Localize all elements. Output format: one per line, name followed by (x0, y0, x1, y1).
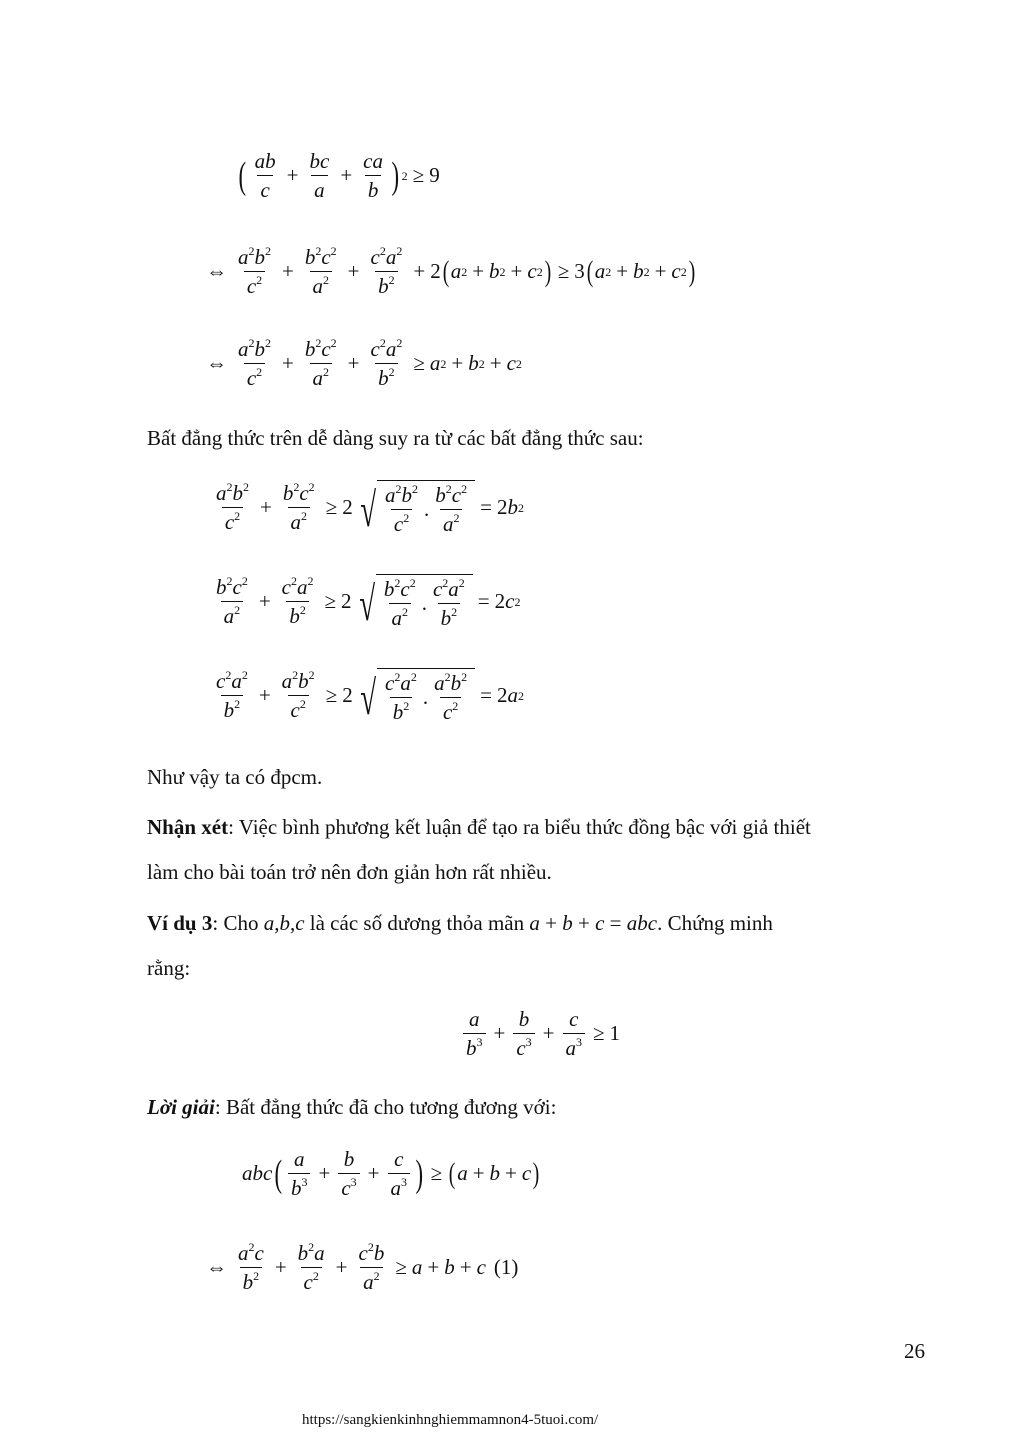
equation-target: $\frac{a}{b^3}$ + $\frac{b}{c^3}$ + $\frac{c}{a^3}$ ≥ 1 (460, 1008, 620, 1059)
equation-reduced: ⇔ $\frac{a^2b^2}{c^2}$ + $\frac{b^2c^2}{a^2}$ + $\frac{c^2a^2}{b^2}$ ≥ a 2 + b 2 + c 2 (206, 336, 522, 391)
example-text-3: . Chứng minh (657, 911, 773, 935)
equation-amgm-1: $\frac{a^2b^2}{c^2}$ + $\frac{b^2c^2}{a^2}$ ≥ 2 √ $\frac{a^2b^2}{c^2}$ . $\frac{b^2c^2}{a^2}$ = 2 b 2 (216, 480, 524, 538)
paragraph-intro: Bất đẳng thức trên dễ dàng suy ra từ các bất đẳng thức sau: (147, 426, 644, 450)
solution-label: Lời giải (147, 1095, 215, 1119)
equation-solution-2: ⇔ $\frac{a^2c}{b^2}$ + $\frac{b^2a}{c^2}$ + $\frac{c^2b}{a^2}$ ≥ a + b + c (1) (206, 1240, 519, 1295)
page-number: 26 (904, 1339, 925, 1363)
equation-amgm-3: $\frac{c^2a^2}{b^2}$ + $\frac{a^2b^2}{c^2}$ ≥ 2 √ $\frac{c^2a^2}{b^2}$ . $\frac{a^2b^2}{c^2}$ = 2 a 2 (216, 668, 524, 726)
equation-square-sum: ( $\frac{ab}{c}$ + $\frac{bc}{a}$ + $\frac{ca}{b}$ ) 2 ≥ 9 (238, 149, 440, 203)
paragraph-conclusion: Như vậy ta có đpcm. (147, 765, 323, 789)
equation-expanded: ⇔ $\frac{a^2b^2}{c^2}$ + $\frac{b^2c^2}{a^2}$ + $\frac{c^2a^2}{b^2}$ + 2 ( a 2 + b 2 + c 2 ) ≥ 3 ( a 2 + b 2 + c 2 ) (206, 244, 695, 299)
paragraph-solution (147, 1092, 556, 1124)
solution-text: : Bất đẳng thức đã cho tương đương với: (214, 1095, 557, 1119)
equation-solution-1: abc ( $\frac{a}{b^3}$ + $\frac{b}{c^3}$ + $\frac{c}{a^3}$ ) ≥ ( a + b + c ) (242, 1147, 540, 1201)
remark-label: Nhận xét (147, 815, 229, 839)
remark-text-1: : Việc bình phương kết luận để tạo ra biểu thức đồng bậc với giả thiết (228, 815, 811, 839)
paragraph-example-cont: rằng: (147, 956, 191, 980)
example-text-1: : Cho (212, 911, 264, 935)
paragraph-example: Ví dụ 3: Cho a,b,c là các số dương thỏa mãn a + b + c = abc. Chứng minh (147, 911, 773, 935)
footer-url[interactable]: https://sangkienkinhnghiemmamnon4-5tuoi.com/ (302, 1412, 599, 1428)
paragraph-remark-cont: làm cho bài toán trở nên đơn giản hơn rất nhiều. (147, 860, 552, 884)
paragraph-remark (147, 812, 947, 844)
equation-amgm-2: $\frac{b^2c^2}{a^2}$ + $\frac{c^2a^2}{b^2}$ ≥ 2 √ $\frac{b^2c^2}{a^2}$ . $\frac{c^2a^2}{b^2}$ = 2 c 2 (216, 574, 521, 632)
example-label: Ví dụ 3 (147, 911, 213, 935)
example-text-2: là các số dương thỏa mãn (304, 911, 530, 935)
equation-label: (1) (493, 1255, 519, 1280)
